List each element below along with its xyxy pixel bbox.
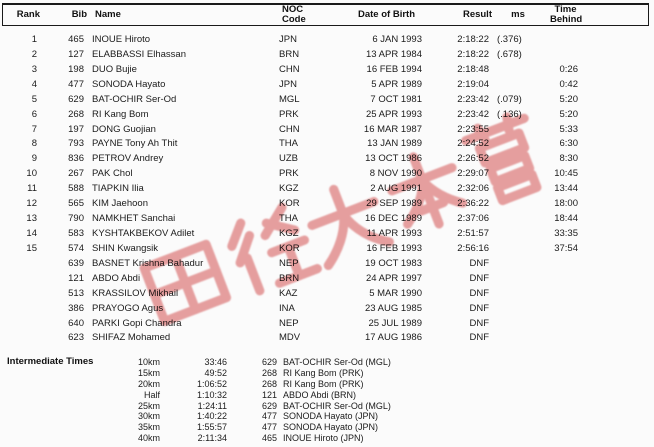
cell-ms bbox=[491, 137, 525, 152]
cell-name: DONG Guojian bbox=[92, 123, 156, 135]
cell-rank bbox=[0, 272, 38, 287]
cell-noc: THA bbox=[279, 138, 298, 150]
cell-name: ELABBASSI Elhassan bbox=[92, 48, 186, 60]
cell-dob: 13 APR 1984 bbox=[366, 48, 422, 60]
cell-result: DNF bbox=[469, 332, 489, 344]
cell-rank: 11 bbox=[27, 183, 37, 195]
table-row bbox=[0, 33, 654, 48]
cell-result: 2:37:06 bbox=[457, 213, 489, 225]
cell-behind bbox=[525, 257, 578, 272]
table-row bbox=[0, 331, 654, 346]
cell-behind: 0:26 bbox=[559, 63, 578, 75]
intermediate-cell-time: 1:06:52 bbox=[196, 378, 227, 389]
intermediate-cell-dist: 30km bbox=[137, 411, 160, 422]
cell-behind: 33:35 bbox=[554, 227, 578, 239]
cell-bib: 639 bbox=[68, 257, 84, 269]
cell-name: PAK Chol bbox=[92, 168, 133, 180]
intermediate-cell-athlete: INOUE Hiroto (JPN) bbox=[283, 433, 364, 444]
cell-name: BAT-OCHIR Ser-Od bbox=[92, 93, 177, 105]
cell-result: 2:18:48 bbox=[457, 63, 489, 75]
cell-dob: 19 OCT 1983 bbox=[365, 257, 422, 269]
cell-behind: 37:54 bbox=[554, 242, 578, 254]
intermediate-cell-bib: 121 bbox=[261, 389, 277, 400]
intermediate-time-row bbox=[0, 411, 654, 422]
cell-bib: 127 bbox=[68, 48, 84, 60]
cell-name: SHIN Kwangsik bbox=[92, 242, 158, 254]
intermediate-time-row bbox=[0, 357, 654, 368]
cell-name: DUO Bujie bbox=[92, 63, 137, 75]
cell-ms bbox=[491, 197, 525, 212]
cell-result: 2:23:42 bbox=[457, 108, 489, 120]
cell-result: DNF bbox=[469, 302, 489, 314]
cell-bib: 565 bbox=[68, 198, 84, 210]
cell-behind: 10:45 bbox=[554, 168, 578, 180]
cell-noc: MGL bbox=[279, 93, 300, 105]
cell-dob: 2 AUG 1991 bbox=[370, 183, 422, 195]
intermediate-cell-bib: 465 bbox=[261, 433, 277, 444]
header-noc-code bbox=[282, 5, 348, 25]
cell-result: 2:29:07 bbox=[457, 168, 489, 180]
cell-dob: 24 APR 1997 bbox=[366, 272, 422, 284]
cell-bib: 386 bbox=[68, 302, 84, 314]
table-row bbox=[0, 93, 654, 108]
cell-dob: 13 JAN 1989 bbox=[367, 138, 422, 150]
cell-bib: 793 bbox=[68, 138, 84, 150]
cell-ms bbox=[491, 257, 525, 272]
cell-behind: 8:30 bbox=[559, 153, 578, 165]
table-row bbox=[0, 302, 654, 317]
cell-ms bbox=[491, 182, 525, 197]
cell-result: 2:51:57 bbox=[457, 227, 489, 239]
cell-behind: 18:44 bbox=[554, 213, 578, 225]
intermediate-cell-bib: 268 bbox=[261, 367, 277, 378]
cell-result: DNF bbox=[469, 287, 489, 299]
table-row bbox=[0, 182, 654, 197]
header-result: Result bbox=[462, 9, 492, 20]
cell-bib: 197 bbox=[68, 123, 84, 135]
cell-noc: MDV bbox=[279, 332, 301, 344]
cell-dob: 17 AUG 1986 bbox=[364, 332, 422, 344]
intermediate-cell-time: 1:10:32 bbox=[196, 389, 227, 400]
cell-name: ABDO Abdi bbox=[92, 272, 141, 284]
cell-bib: 574 bbox=[68, 242, 84, 254]
intermediate-cell-athlete: SONODA Hayato (JPN) bbox=[283, 422, 379, 433]
cell-behind bbox=[525, 302, 578, 317]
cell-result: 2:18:22 bbox=[457, 34, 489, 45]
cell-bib: 477 bbox=[68, 78, 84, 90]
intermediate-cell-time: 2:11:34 bbox=[197, 433, 227, 444]
intermediate-cell-dist: 10km bbox=[137, 357, 160, 367]
cell-ms bbox=[491, 167, 525, 182]
table-row bbox=[0, 272, 654, 287]
cell-dob: 16 FEB 1993 bbox=[366, 242, 422, 254]
cell-dob: 6 JAN 1993 bbox=[372, 34, 422, 45]
intermediate-times-section bbox=[0, 357, 654, 444]
header-noc-line2: Code bbox=[282, 14, 306, 25]
cell-bib: 268 bbox=[68, 108, 84, 120]
cell-bib: 583 bbox=[68, 227, 84, 239]
cell-result: 2:19:04 bbox=[457, 78, 489, 90]
table-row bbox=[0, 227, 654, 242]
cell-rank bbox=[0, 317, 38, 332]
cell-rank bbox=[0, 302, 38, 317]
table-row bbox=[0, 242, 654, 257]
intermediate-cell-bib: 268 bbox=[261, 378, 277, 389]
cell-noc: KGZ bbox=[279, 227, 299, 239]
cell-ms bbox=[491, 123, 525, 138]
cell-noc: CHN bbox=[279, 123, 300, 135]
cell-rank: 7 bbox=[31, 123, 37, 135]
cell-dob: 13 OCT 1986 bbox=[365, 153, 422, 165]
intermediate-time-row bbox=[0, 422, 654, 433]
cell-rank: 1 bbox=[31, 34, 37, 45]
intermediate-cell-athlete: RI Kang Bom (PRK) bbox=[283, 378, 364, 389]
table-row bbox=[0, 167, 654, 182]
header-ms: ms bbox=[511, 9, 525, 20]
cell-dob: 23 AUG 1985 bbox=[364, 302, 422, 314]
cell-result: DNF bbox=[469, 317, 489, 329]
cell-ms bbox=[491, 78, 525, 93]
cell-rank: 15 bbox=[26, 242, 37, 254]
intermediate-time-row bbox=[0, 433, 654, 444]
cell-noc: PRK bbox=[279, 168, 299, 180]
cell-bib: 198 bbox=[68, 63, 84, 75]
cell-name: PAYNE Tony Ah Thit bbox=[92, 138, 178, 150]
cell-noc: KOR bbox=[279, 242, 300, 254]
cell-bib: 513 bbox=[68, 287, 84, 299]
intermediate-cell-time: 49:52 bbox=[204, 367, 227, 378]
cell-dob: 5 MAR 1990 bbox=[369, 287, 422, 299]
table-row bbox=[0, 197, 654, 212]
cell-behind: 18:00 bbox=[554, 198, 578, 210]
cell-ms: (.079) bbox=[497, 93, 522, 105]
intermediate-cell-dist: 35km bbox=[137, 422, 160, 433]
cell-rank: 3 bbox=[31, 63, 37, 75]
cell-result: 2:24:52 bbox=[457, 138, 489, 150]
cell-rank: 4 bbox=[31, 78, 37, 90]
results-table-body bbox=[0, 33, 654, 346]
intermediate-cell-athlete: RI Kang Bom (PRK) bbox=[283, 367, 364, 378]
intermediate-cell-dist: 25km bbox=[137, 400, 160, 411]
cell-bib: 465 bbox=[68, 34, 84, 45]
cell-result: 2:18:22 bbox=[457, 48, 489, 60]
header-date-of-birth: Date of Birth bbox=[358, 9, 415, 20]
cell-bib: 623 bbox=[68, 332, 84, 344]
cell-rank: 13 bbox=[26, 213, 37, 225]
cell-dob: 8 NOV 1990 bbox=[369, 168, 422, 180]
cell-name: KYSHTAKBEKOV Adilet bbox=[92, 227, 195, 239]
table-row bbox=[0, 48, 654, 63]
cell-bib: 121 bbox=[68, 272, 84, 284]
cell-ms bbox=[491, 272, 525, 287]
cell-ms: (.376) bbox=[497, 34, 522, 45]
cell-noc: INA bbox=[279, 302, 295, 314]
cell-behind: 5:33 bbox=[559, 123, 578, 135]
header-time-behind bbox=[528, 5, 581, 25]
intermediate-cell-bib: 629 bbox=[261, 357, 277, 367]
intermediate-cell-time: 1:40:22 bbox=[196, 411, 227, 422]
cell-bib: 267 bbox=[68, 168, 84, 180]
intermediate-cell-dist: 15km bbox=[137, 367, 160, 378]
cell-noc: JPN bbox=[279, 78, 297, 90]
cell-rank bbox=[0, 331, 38, 346]
cell-bib: 790 bbox=[68, 213, 84, 225]
cell-name: RI Kang Bom bbox=[92, 108, 149, 120]
cell-result: 2:23:55 bbox=[457, 123, 489, 135]
cell-rank: 10 bbox=[26, 168, 37, 180]
cell-result: DNF bbox=[469, 257, 489, 269]
cell-behind: 0:42 bbox=[559, 78, 578, 90]
intermediate-cell-dist: Half bbox=[143, 389, 160, 400]
intermediate-times-list bbox=[0, 357, 654, 444]
cell-rank bbox=[0, 257, 38, 272]
table-row bbox=[0, 123, 654, 138]
cell-result: 2:32:06 bbox=[457, 183, 489, 195]
cell-result: DNF bbox=[469, 272, 489, 284]
intermediate-times-label: Intermediate Times bbox=[7, 356, 94, 367]
cell-noc: KAZ bbox=[279, 287, 298, 299]
table-row bbox=[0, 317, 654, 332]
cell-name: SHIFAZ Mohamed bbox=[92, 332, 171, 344]
cell-result: 2:36:22 bbox=[457, 198, 489, 210]
cell-bib: 836 bbox=[68, 153, 84, 165]
cell-name: TIAPKIN Ilia bbox=[92, 183, 144, 195]
intermediate-time-row bbox=[0, 368, 654, 379]
cell-name: PARKI Gopi Chandra bbox=[92, 317, 182, 329]
cell-behind bbox=[525, 317, 578, 332]
cell-rank: 14 bbox=[26, 227, 37, 239]
cell-behind: 5:20 bbox=[559, 93, 578, 105]
results-table-header bbox=[2, 3, 649, 26]
header-rank: Rank bbox=[16, 9, 40, 20]
table-row bbox=[0, 287, 654, 302]
table-row bbox=[0, 137, 654, 152]
cell-noc: PRK bbox=[279, 108, 299, 120]
intermediate-cell-athlete: ABDO Abdi (BRN) bbox=[283, 389, 357, 400]
cell-dob: 16 FEB 1994 bbox=[366, 63, 422, 75]
cell-behind: 6:30 bbox=[559, 138, 578, 150]
cell-dob: 16 DEC 1989 bbox=[364, 213, 422, 225]
cell-result: 2:23:42 bbox=[457, 93, 489, 105]
cell-ms bbox=[491, 302, 525, 317]
cell-noc: KOR bbox=[279, 198, 300, 210]
cell-noc: BRN bbox=[279, 272, 300, 284]
intermediate-cell-bib: 477 bbox=[261, 411, 277, 422]
cell-rank: 2 bbox=[31, 48, 37, 60]
cell-noc: NEP bbox=[279, 317, 299, 329]
cell-ms bbox=[491, 317, 525, 332]
intermediate-cell-time: 1:24:11 bbox=[197, 400, 227, 411]
cell-result: 2:26:52 bbox=[457, 153, 489, 165]
intermediate-cell-dist: 40km bbox=[137, 433, 160, 444]
cell-bib: 640 bbox=[68, 317, 84, 329]
cell-name: INOUE Hiroto bbox=[92, 34, 151, 45]
cell-rank: 8 bbox=[31, 138, 37, 150]
cell-dob: 5 APR 1989 bbox=[371, 78, 422, 90]
cell-behind bbox=[525, 272, 578, 287]
cell-behind: 5:20 bbox=[559, 108, 578, 120]
intermediate-time-row bbox=[0, 401, 654, 412]
cell-rank bbox=[0, 287, 38, 302]
cell-result: 2:56:16 bbox=[457, 242, 489, 254]
table-row bbox=[0, 78, 654, 93]
header-noc-line1: NOC bbox=[282, 4, 304, 15]
cell-rank: 9 bbox=[31, 153, 37, 165]
cell-name: BASNET Krishna Bahadur bbox=[92, 257, 204, 269]
cell-dob: 7 OCT 1981 bbox=[370, 93, 422, 105]
cell-name: KRASSILOV Mikhail bbox=[92, 287, 179, 299]
intermediate-cell-athlete: BAT-OCHIR Ser-Od (MGL) bbox=[283, 400, 391, 411]
header-name: Name bbox=[95, 9, 121, 20]
intermediate-cell-time: 1:55:57 bbox=[196, 422, 227, 433]
intermediate-cell-time: 33:46 bbox=[204, 357, 227, 367]
intermediate-time-row bbox=[0, 390, 654, 401]
cell-dob: 16 MAR 1987 bbox=[363, 123, 422, 135]
cell-ms bbox=[491, 331, 525, 346]
cell-bib: 629 bbox=[68, 93, 84, 105]
cell-noc: UZB bbox=[279, 153, 298, 165]
cell-behind bbox=[525, 33, 578, 48]
cell-behind bbox=[525, 287, 578, 302]
cell-noc: BRN bbox=[279, 48, 300, 60]
cell-noc: KGZ bbox=[279, 183, 299, 195]
cell-bib: 588 bbox=[68, 183, 84, 195]
intermediate-cell-dist: 20km bbox=[137, 378, 160, 389]
cell-noc: THA bbox=[279, 213, 298, 225]
cell-ms bbox=[491, 242, 525, 257]
table-row bbox=[0, 63, 654, 78]
cell-behind bbox=[525, 331, 578, 346]
cell-name: PETROV Andrey bbox=[92, 153, 164, 165]
cell-rank: 12 bbox=[26, 198, 37, 210]
cell-noc: NEP bbox=[279, 257, 299, 269]
cell-ms bbox=[491, 287, 525, 302]
table-row bbox=[0, 212, 654, 227]
table-row bbox=[0, 257, 654, 272]
intermediate-cell-athlete: BAT-OCHIR Ser-Od (MGL) bbox=[283, 357, 391, 367]
intermediate-cell-bib: 629 bbox=[261, 400, 277, 411]
cell-noc: JPN bbox=[279, 34, 297, 45]
cell-rank: 6 bbox=[31, 108, 37, 120]
cell-dob: 29 SEP 1989 bbox=[366, 198, 422, 210]
header-bib: Bib bbox=[71, 9, 87, 20]
cell-rank: 5 bbox=[31, 93, 37, 105]
cell-dob: 25 JUL 1989 bbox=[368, 317, 422, 329]
cell-name: KIM Jaehoon bbox=[92, 198, 148, 210]
header-behind-line2: Behind bbox=[550, 14, 583, 25]
cell-dob: 11 APR 1993 bbox=[366, 227, 422, 239]
cell-behind: 13:44 bbox=[554, 183, 578, 195]
cell-ms bbox=[491, 227, 525, 242]
cell-ms bbox=[491, 63, 525, 78]
cell-name: SONODA Hayato bbox=[92, 78, 166, 90]
cell-name: NAMKHET Sanchai bbox=[92, 213, 176, 225]
table-row bbox=[0, 108, 654, 123]
cell-dob: 25 APR 1993 bbox=[366, 108, 422, 120]
cell-ms: (.678) bbox=[497, 48, 522, 60]
intermediate-cell-bib: 477 bbox=[261, 422, 277, 433]
intermediate-cell-athlete: SONODA Hayato (JPN) bbox=[283, 411, 379, 422]
intermediate-time-row bbox=[0, 379, 654, 390]
cell-ms bbox=[491, 152, 525, 167]
cell-ms: (.136) bbox=[497, 108, 522, 120]
table-row bbox=[0, 152, 654, 167]
cell-name: PRAYOGO Agus bbox=[92, 302, 164, 314]
header-behind-line1: Time bbox=[554, 4, 577, 15]
cell-ms bbox=[491, 212, 525, 227]
cell-behind bbox=[525, 48, 578, 63]
cell-noc: CHN bbox=[279, 63, 300, 75]
